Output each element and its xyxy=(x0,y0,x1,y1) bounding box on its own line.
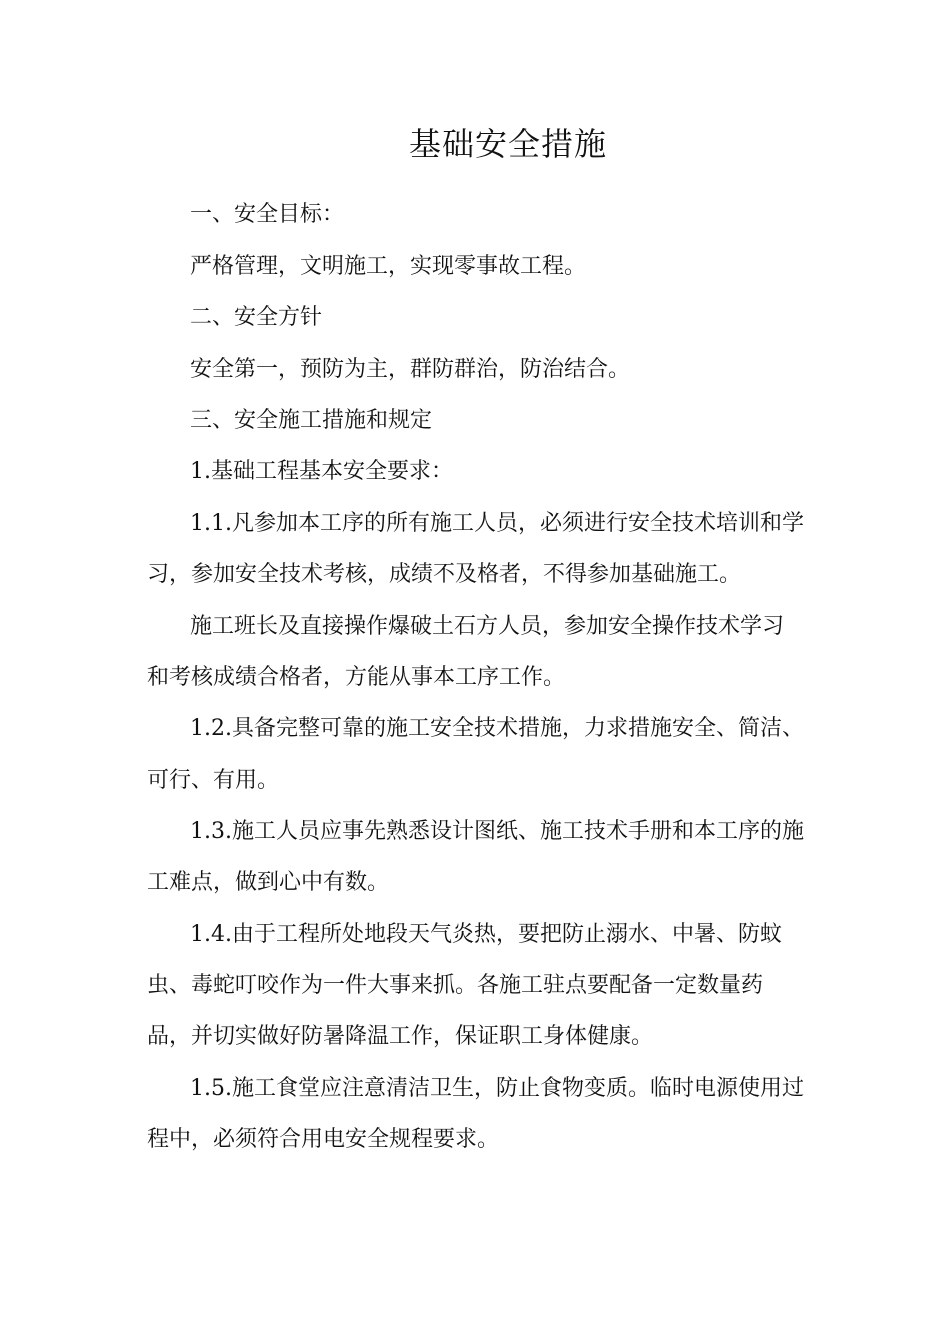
section-heading-safety-policy: 二、安全方针 xyxy=(190,305,323,330)
paragraph-line: 程中，必须符合用电安全规程要求。 xyxy=(147,1127,500,1152)
paragraph-line: 习，参加安全技术考核，成绩不及格者，不得参加基础施工。 xyxy=(147,562,742,587)
paragraph-line: 虫、毒蛇叮咬作为一件大事来抓。各施工驻点要配备一定数量药 xyxy=(147,973,764,998)
section-heading-measures: 三、安全施工措施和规定 xyxy=(190,408,433,433)
paragraph-line: 1.1.凡参加本工序的所有施工人员，必须进行安全技术培训和学 xyxy=(190,511,804,536)
paragraph-line: 1.2.具备完整可靠的施工安全技术措施，力求措施安全、简洁、 xyxy=(190,716,804,741)
document-title: 基础安全措施 xyxy=(408,125,607,163)
paragraph-line: 安全第一，预防为主，群防群治，防治结合。 xyxy=(190,357,631,382)
paragraph-line: 和考核成绩合格者，方能从事本工序工作。 xyxy=(147,665,566,690)
paragraph-line: 严格管理，文明施工，实现零事故工程。 xyxy=(190,254,587,279)
paragraph-line: 1.5.施工食堂应注意清洁卫生，防止食物变质。临时电源使用过 xyxy=(190,1076,804,1101)
paragraph-line: 施工班长及直接操作爆破土石方人员，参加安全操作技术学习 xyxy=(190,614,785,639)
paragraph-line: 品，并切实做好防暑降温工作，保证职工身体健康。 xyxy=(147,1024,654,1049)
paragraph-line: 可行、有用。 xyxy=(147,768,280,793)
paragraph-line: 1.4.由于工程所处地段天气炎热，要把防止溺水、中暑、防蚊 xyxy=(190,922,782,947)
paragraph-line: 工难点，做到心中有数。 xyxy=(147,870,390,895)
section-heading-safety-goal: 一、安全目标： xyxy=(190,202,345,227)
subsection-heading: 1.基础工程基本安全要求： xyxy=(190,459,453,484)
paragraph-line: 1.3.施工人员应事先熟悉设计图纸、施工技术手册和本工序的施 xyxy=(190,819,804,844)
